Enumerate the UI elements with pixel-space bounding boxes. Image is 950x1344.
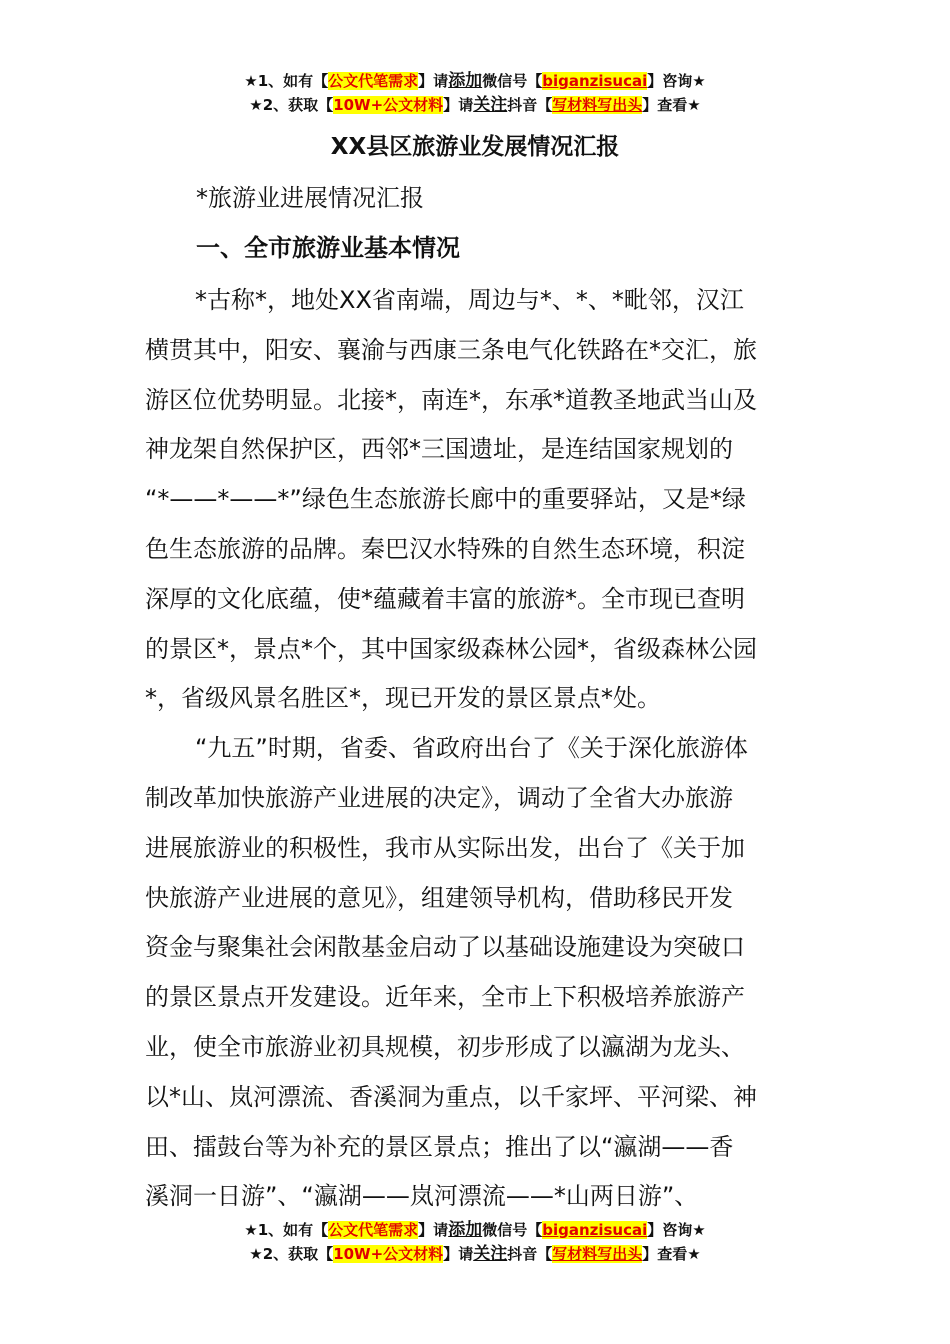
text-line: 快旅游产业进展的意见》，组建领导机构，借助移民开发 (145, 883, 733, 912)
promo-text: ★1、如有【 (244, 72, 329, 90)
text-line: 横贯其中，阳安、襄渝与西康三条电气化铁路在*交汇，旅 (145, 335, 757, 364)
promo-text: 抖音【 (507, 96, 553, 114)
promo-text: 】查看★ (642, 1245, 701, 1263)
promo-text: 】请 (418, 1221, 449, 1239)
promo-underline: 关注 (473, 95, 508, 115)
text-line: *古称*，地处XX省南端，周边与*、*、*毗邻，汉江 (195, 286, 744, 314)
section-heading: 一、全市旅游业基本情况 (196, 234, 460, 262)
promo-text: ★1、如有【 (244, 1221, 329, 1239)
wechat-id: biganzisucai (542, 72, 648, 90)
document-title: XX县区旅游业发展情况汇报 (330, 134, 620, 160)
promo-highlight: 10W+公文材料 (333, 1245, 444, 1263)
promo-highlight: 10W+公文材料 (333, 96, 444, 114)
promo-text: 抖音【 (507, 1245, 553, 1263)
promo-line-2 (0, 94, 950, 116)
text-line: 资金与聚集社会闲散基金启动了以基础设施建设为突破口 (145, 933, 745, 962)
text-line: 溪洞一日游”、“瀛湖——岚河漂流——*山两日游”、 (145, 1182, 699, 1211)
promo-text: 】咨询★ (647, 72, 706, 90)
text-line: 色生态旅游的品牌。秦巴汉水特殊的自然生态环境，积淀 (145, 534, 745, 563)
promo-text: 】请 (443, 96, 474, 114)
text-line: 深厚的文化底蕴，使*蕴藏着丰富的旅游*。全市现已查明 (145, 584, 745, 613)
text-line: 进展旅游业的积极性，我市从实际出发，出台了《关于加 (145, 833, 745, 862)
promo-text: 】请 (418, 72, 449, 90)
promo-underline: 添加 (448, 71, 483, 91)
promo-text: 微信号【 (482, 1221, 543, 1239)
subtitle: *旅游业进展情况汇报 (196, 184, 424, 212)
text-line: 神龙架自然保护区，西邻*三国遗址，是连结国家规划的 (145, 435, 733, 464)
promo-text: ★2、获取【 (249, 96, 334, 114)
douyin-id: 写材料写出头 (552, 96, 643, 114)
promo-line-1 (0, 70, 950, 92)
douyin-id: 写材料写出头 (552, 1245, 643, 1263)
text-line: 游区位优势明显。北接*，南连*，东承*道教圣地武当山及 (145, 385, 757, 414)
promo-text: 】请 (443, 1245, 474, 1263)
promo-underline: 关注 (473, 1244, 508, 1264)
promo-underline: 添加 (448, 1220, 483, 1240)
promo-highlight: 公文代笔需求 (328, 72, 419, 90)
promo-text: 】咨询★ (647, 1221, 706, 1239)
promo-text: ★2、获取【 (249, 1245, 334, 1263)
text-line: 以*山、岚河漂流、香溪洞为重点，以千家坪、平河梁、神 (145, 1082, 757, 1111)
promo-text: 微信号【 (482, 72, 543, 90)
promo-text: 】查看★ (642, 96, 701, 114)
text-line: 业，使全市旅游业初具规模，初步形成了以瀛湖为龙头、 (145, 1032, 745, 1061)
text-line: 田、擂鼓台等为补充的景区景点；推出了以“瀛湖——香 (145, 1132, 734, 1161)
body-text (145, 276, 810, 1222)
text-line: 制改革加快旅游产业进展的决定》，调动了全省大办旅游 (145, 783, 733, 812)
promo-footer-line-1 (0, 1219, 950, 1241)
promo-highlight: 公文代笔需求 (328, 1221, 419, 1239)
text-line: “九五”时期，省委、省政府出台了《关于深化旅游体 (195, 734, 748, 763)
promo-footer-line-2 (0, 1243, 950, 1265)
wechat-id: biganzisucai (542, 1221, 648, 1239)
text-line: 的景区*，景点*个，其中国家级森林公园*，省级森林公园 (145, 634, 757, 663)
text-line: “*——*——*”绿色生态旅游长廊中的重要驿站，又是*绿 (145, 485, 746, 514)
text-line: 的景区景点开发建设。近年来，全市上下积极培养旅游产 (145, 983, 745, 1012)
text-line: *，省级风景名胜区*，现已开发的景区景点*处。 (145, 684, 661, 713)
